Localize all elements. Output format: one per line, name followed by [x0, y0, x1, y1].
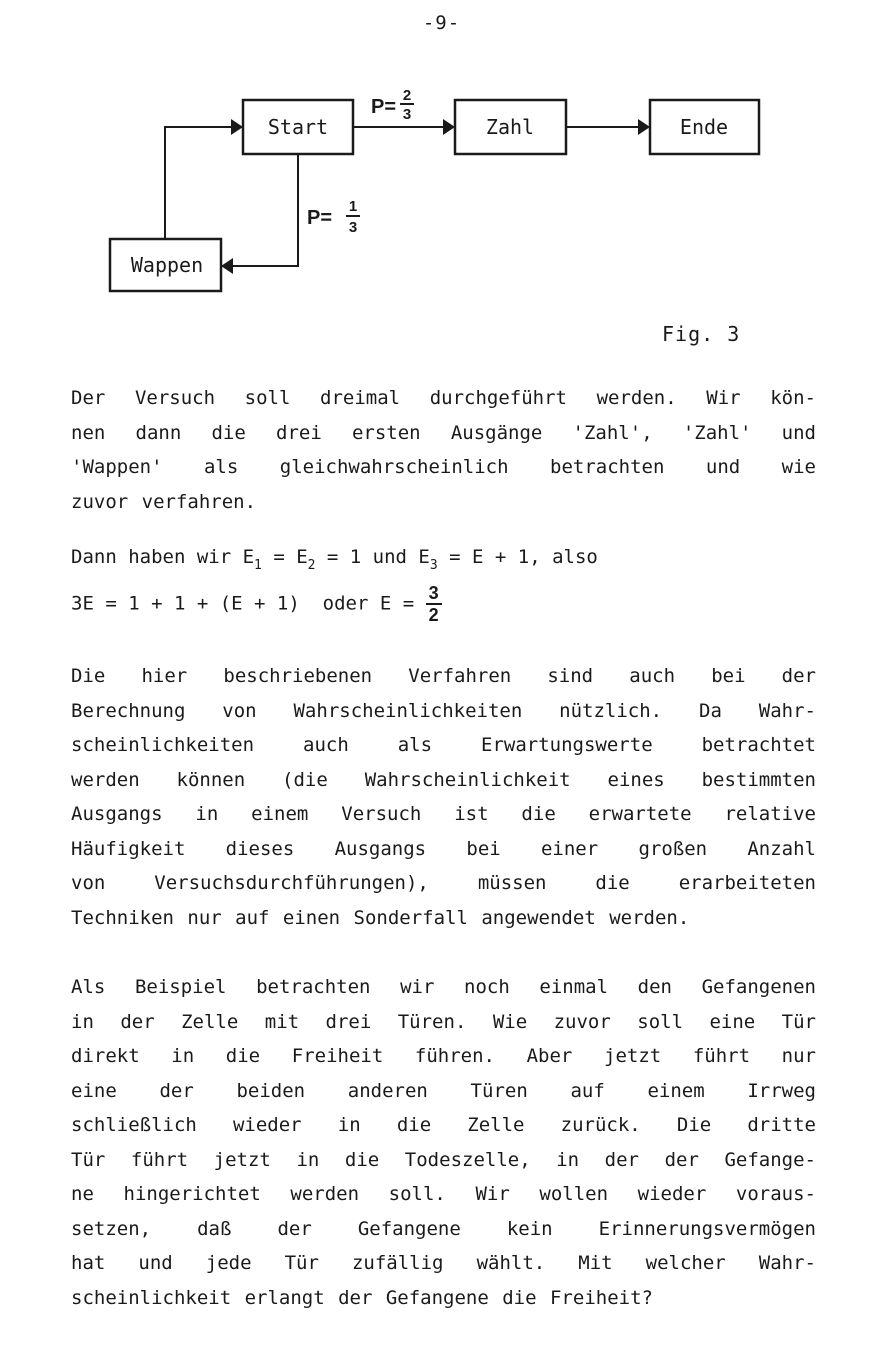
arrowhead-ende — [638, 119, 650, 135]
paragraph-3 — [71, 970, 816, 1315]
svg-text:3: 3 — [402, 106, 412, 123]
svg-text:P=: P= — [307, 207, 333, 229]
svg-text:2: 2 — [402, 87, 412, 104]
text-line: schließlich wieder in die Zelle zurück. Die dritte — [71, 1114, 816, 1136]
arrowhead-zahl — [443, 119, 455, 135]
text-line: 'Wappen' als gleichwahrscheinlich betrachten und wie — [71, 456, 816, 478]
arrowhead-wappen — [221, 258, 233, 274]
probability-label-top — [371, 87, 414, 123]
text-line: ne hingerichtet werden soll. Wir wollen wieder voraus- — [71, 1183, 816, 1205]
text-line: setzen, daß der Gefangene kein Erinnerungsvermögen — [71, 1217, 816, 1240]
paragraph-2 — [71, 659, 816, 935]
svg-text:P=: P= — [371, 96, 397, 118]
text-line: Der Versuch soll dreimal durchgeführt werden. Wir kön- — [71, 387, 816, 409]
text-line: Techniken nur auf einen Sonderfall angewendet werden. — [71, 906, 690, 929]
text-line: von Versuchsdurchführungen), müssen die erarbeiteten — [71, 872, 816, 894]
text-line: Berechnung von Wahrscheinlichkeiten nützlich. Da Wahr- — [71, 699, 816, 722]
text-line: Die hier beschriebenen Verfahren sind auch bei der — [71, 665, 816, 687]
text-line: Ausgangs in einem Versuch ist die erwartete relative — [71, 803, 816, 825]
text-line: zuvor verfahren. — [71, 490, 257, 513]
text-line: werden können (die Wahrscheinlichkeit eines bestimmten — [71, 768, 816, 791]
paragraph-1 — [71, 381, 816, 519]
text-line: direkt in die Freiheit führen. Aber jetzt führt nur — [71, 1045, 816, 1067]
arrow-wappen-start — [165, 127, 231, 239]
text-line: hat und jede Tür zufällig wählt. Mit welcher Wahr- — [71, 1252, 816, 1274]
text-line: Als Beispiel betrachten wir noch einmal den Gefangenen — [71, 976, 816, 998]
text-line: nen dann die drei ersten Ausgänge 'Zahl', 'Zahl' und — [71, 421, 816, 444]
equation-line-1: Dann haben wir $E_1 = E_2 = 1$ und $E_3 = E + 1$, also — [71, 546, 598, 573]
svg-text:1: 1 — [348, 198, 358, 215]
ende-label: Ende — [679, 115, 729, 139]
probability-label-side — [307, 198, 360, 236]
flow-diagram — [95, 80, 775, 300]
equation-line-2: 3E = 1 + 1 + (E + 1) oder E = $\frac{3}{2}$ — [71, 584, 442, 624]
fraction: $\frac{3}{2}$ — [426, 584, 442, 624]
text-line: scheinlichkeit erlangt der Gefangene die Freiheit? — [71, 1286, 653, 1309]
page-number: -9- — [422, 12, 461, 34]
text-line: Tür führt jetzt in die Todeszelle, in der der Gefange- — [71, 1148, 816, 1171]
svg-text:3: 3 — [348, 219, 358, 236]
text-line: scheinlichkeiten auch als Erwartungswerte betrachtet — [71, 734, 816, 756]
arrow-start-wappen — [233, 154, 298, 266]
text-line: Häufigkeit dieses Ausgangs bei einer großen Anzahl — [71, 837, 816, 860]
text-line: eine der beiden anderen Türen auf einem Irrweg — [71, 1079, 816, 1102]
figure-caption: Fig. 3 — [662, 322, 741, 346]
wappen-label: Wappen — [130, 253, 204, 277]
start-label: Start — [267, 115, 329, 139]
arrowhead-start — [231, 119, 243, 135]
text-line: in der Zelle mit drei Türen. Wie zuvor soll eine Tür — [71, 1010, 816, 1033]
zahl-label: Zahl — [485, 115, 535, 139]
